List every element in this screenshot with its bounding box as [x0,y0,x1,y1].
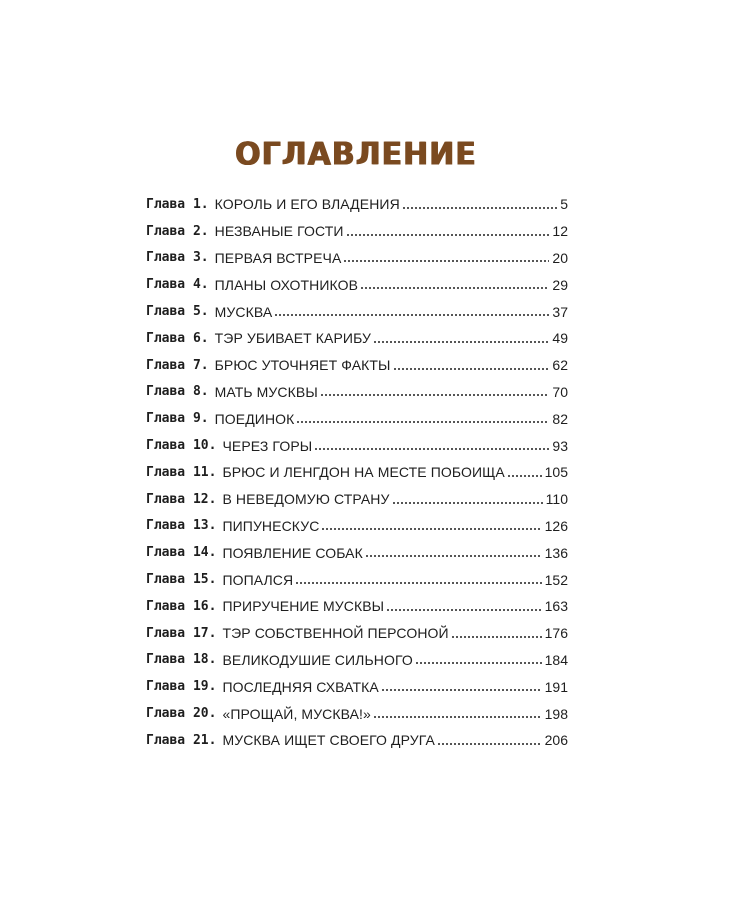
chapter-label: Глава 5. [146,304,209,320]
page-number: 176 [544,625,568,642]
dot-leader [321,527,541,531]
toc-entry [146,593,568,620]
page-number: 136 [544,544,568,561]
chapter-label: Глава 9. [146,411,209,427]
toc-entry [146,700,568,727]
page-number: 191 [544,678,568,695]
chapter-title: ПОПАЛСЯ [222,571,294,588]
chapter-title: КОРОЛЬ И ЕГО ВЛАДЕНИЯ [214,196,400,213]
chapter-title: МУСКВА ИЩЕТ СВОЕГО ДРУГА [222,732,435,749]
page-number: 62 [552,357,568,374]
dot-leader [360,286,549,290]
page-number: 20 [552,249,568,266]
dot-leader [415,661,542,665]
toc-entry [146,325,568,352]
chapter-label: Глава 15. [146,572,217,588]
page-number: 5 [560,196,568,213]
dot-leader [392,501,543,505]
toc-entry [146,271,568,298]
dot-leader [274,313,549,317]
dot-leader [373,340,549,344]
page-number: 37 [552,303,568,320]
chapter-title: ПРИРУЧЕНИЕ МУСКВЫ [222,598,385,615]
page-number: 29 [552,276,568,293]
chapter-title: ВЕЛИКОДУШИЕ СИЛЬНОГО [222,651,413,668]
page-number: 70 [552,383,568,400]
toc-entry [146,620,568,647]
toc-entry [146,298,568,325]
chapter-label: Глава 8. [146,384,209,400]
toc-entry [146,486,568,513]
page-number: 126 [544,517,568,534]
chapter-title: «ПРОЩАЙ, МУСКВА!» [222,705,371,722]
chapter-label: Глава 18. [146,652,217,668]
chapter-label: Глава 2. [146,223,209,239]
chapter-title: БРЮС УТОЧНЯЕТ ФАКТЫ [214,357,391,374]
page-number: 184 [544,651,568,668]
toc-entry [146,566,568,593]
chapter-label: Глава 20. [146,706,217,722]
toc-entry [146,673,568,700]
chapter-label: Глава 21. [146,732,217,748]
toc-entry [146,379,568,406]
dot-leader [451,635,542,639]
dot-leader [393,367,550,371]
chapter-title: В НЕВЕДОМУЮ СТРАНУ [222,491,390,508]
toc-entry [146,647,568,674]
page-title: ОГЛАВЛЕНИЕ [235,136,477,173]
chapter-label: Глава 7. [146,357,209,373]
chapter-label: Глава 6. [146,330,209,346]
dot-leader [346,233,550,237]
dot-leader [381,688,542,692]
chapter-title: МАТЬ МУСКВЫ [214,383,318,400]
chapter-title: ПЛАНЫ ОХОТНИКОВ [214,276,359,293]
toc-entry [146,245,568,272]
chapter-title: ТЭР УБИВАЕТ КАРИБУ [214,330,372,347]
page-number: 152 [544,571,568,588]
dot-leader [373,715,542,719]
page-number: 82 [552,410,568,427]
toc-entry [146,191,568,218]
toc-entry [146,352,568,379]
chapter-title: ПОЕДИНОК [214,410,295,427]
dot-leader [365,554,542,558]
chapter-label: Глава 13. [146,518,217,534]
chapter-title: ПОСЛЕДНЯЯ СХВАТКА [222,678,379,695]
toc-entry [146,405,568,432]
toc-entry [146,513,568,540]
chapter-label: Глава 10. [146,438,217,454]
page-number: 206 [544,732,568,749]
page-number: 12 [552,223,568,240]
page-number: 93 [552,437,568,454]
dot-leader [437,742,542,746]
chapter-title: ПОЯВЛЕНИЕ СОБАК [222,544,363,561]
page-number: 198 [544,705,568,722]
page-number: 49 [552,330,568,347]
chapter-title: БРЮС И ЛЕНГДОН НА МЕСТЕ ПОБОИЩА [222,464,505,481]
chapter-label: Глава 11. [146,464,217,480]
chapter-label: Глава 1. [146,196,209,212]
chapter-title: ЧЕРЕЗ ГОРЫ [222,437,313,454]
dot-leader [296,420,549,424]
chapter-title: ПЕРВАЯ ВСТРЕЧА [214,249,342,266]
toc-entry [146,218,568,245]
page-number: 163 [544,598,568,615]
toc-entry [146,432,568,459]
chapter-label: Глава 14. [146,545,217,561]
chapter-label: Глава 17. [146,625,217,641]
dot-leader [402,206,557,210]
chapter-label: Глава 12. [146,491,217,507]
dot-leader [314,447,549,451]
dot-leader [386,608,541,612]
chapter-title: МУСКВА [214,303,273,320]
dot-leader [320,393,550,397]
toc-entry [146,459,568,486]
page-number: 110 [545,491,568,508]
dot-leader [343,259,549,263]
chapter-title: НЕЗВАНЫЕ ГОСТИ [214,223,344,240]
dot-leader [295,581,541,585]
page-number: 105 [544,464,568,481]
chapter-label: Глава 3. [146,250,209,266]
toc-entry [146,539,568,566]
dot-leader [507,474,542,478]
chapter-title: ТЭР СОБСТВЕННОЙ ПЕРСОНОЙ [222,625,449,642]
chapter-label: Глава 16. [146,598,217,614]
chapter-title: ПИПУНЕСКУС [222,517,320,534]
toc-entry [146,727,568,754]
table-of-contents [146,191,568,754]
chapter-label: Глава 4. [146,277,209,293]
chapter-label: Глава 19. [146,679,217,695]
